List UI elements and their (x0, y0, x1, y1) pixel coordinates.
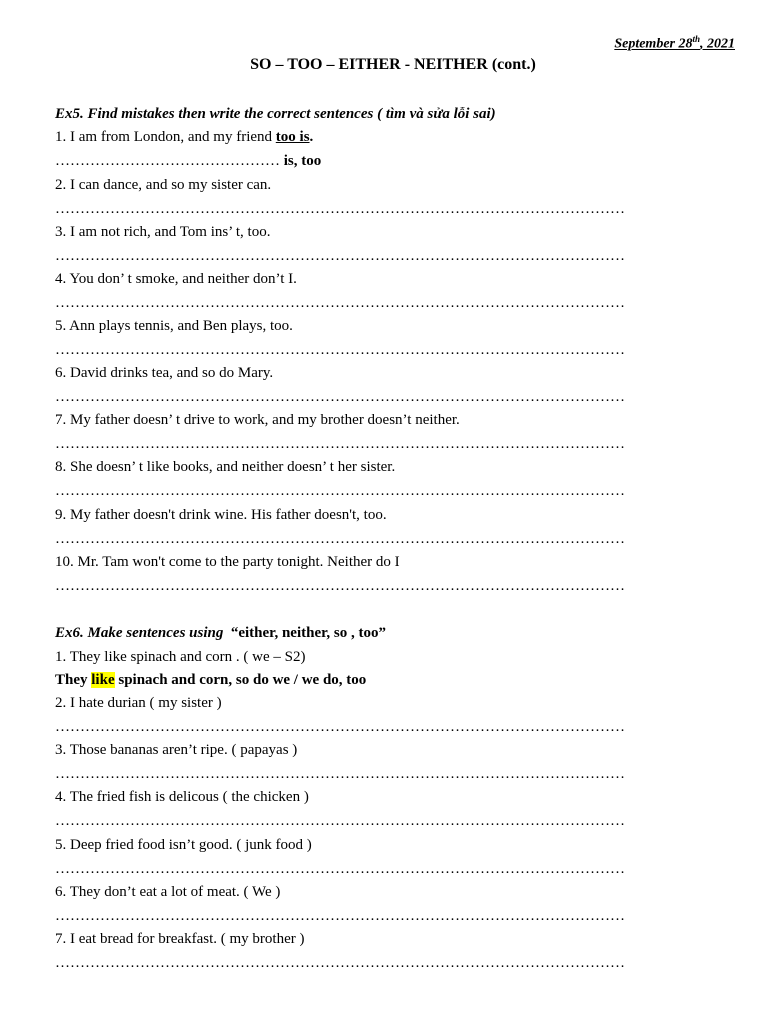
ex5-item-1-text: 1. I am from London, and my friend (55, 129, 276, 145)
ex6-item: 4. The fried fish is delicous ( the chicken ) (55, 789, 309, 805)
answer-line: …………………………………………………………………………………………………… (55, 201, 625, 217)
answer-line: …………………………………………………………………………………………………… (55, 719, 625, 735)
page-title: SO – TOO – EITHER - NEITHER (cont.) (250, 56, 536, 73)
answer-line: …………………………………………………………………………………………………… (55, 766, 625, 782)
ex6-item: 6. They don’t eat a lot of meat. ( We ) (55, 884, 281, 900)
ex5-item: 8. She doesn’ t like books, and neither doesn’ t her sister. (55, 459, 396, 475)
answer-line: …………………………………………………………………………………………………… (55, 389, 625, 405)
answer-line: …………………………………………………………………………………………………… (55, 436, 625, 452)
ex5-item-1-error: too is (275, 129, 310, 145)
ex5-item: 6. David drinks tea, and so do Mary. (55, 365, 274, 381)
ex6-answer-1-rest: spinach and corn, so do we / we do, too (114, 672, 367, 688)
answer-line: …………………………………………………………………………………………………… (55, 248, 625, 264)
highlighted-word: like (91, 672, 115, 688)
date-month-day: September 28 (614, 36, 693, 52)
ex6-item-1: 1. They like spinach and corn . ( we – S2) (55, 649, 306, 665)
answer-line: …………………………………………………………………………………………………… (55, 955, 625, 971)
ex6-answer-1 (55, 670, 366, 690)
ex5-item-1-end: . (309, 129, 314, 145)
ex5-item: 7. My father doesn’ t drive to work, and my brother doesn’t neither. (55, 412, 460, 428)
ex5-heading: Ex5. Find mistakes then write the correct sentences ( tìm và sửa lỗi sai) (55, 106, 496, 122)
ex6-heading (55, 623, 386, 643)
ex6-item: 7. I eat bread for breakfast. ( my brother ) (55, 931, 305, 947)
date-year: , 2021 (700, 36, 735, 52)
ex6-heading-label: Ex6. Make sentences using (55, 625, 224, 641)
answer-line: …………………………………………………………………………………………………… (55, 531, 625, 547)
answer-line: …………………………………………………………………………………………………… (55, 578, 625, 594)
ex5-item: 10. Mr. Tam won't come to the party tonight. Neither do I (55, 554, 400, 570)
ex5-answer-1 (55, 151, 321, 171)
ex6-item: 3. Those bananas aren’t ripe. ( papayas ) (55, 742, 298, 758)
answer-dots: ……………………………………… (55, 153, 284, 169)
ex5-item: 3. I am not rich, and Tom ins’ t, too. (55, 224, 271, 240)
ex5-item: 5. Ann plays tennis, and Ben plays, too. (55, 318, 293, 334)
ex6-item: 5. Deep fried food isn’t good. ( junk food ) (55, 837, 312, 853)
answer-line: …………………………………………………………………………………………………… (55, 908, 625, 924)
answer-line: …………………………………………………………………………………………………… (55, 813, 625, 829)
answer-line: …………………………………………………………………………………………………… (55, 342, 625, 358)
ex5-item: 9. My father doesn't drink wine. His father doesn't, too. (55, 507, 387, 523)
ex5-answer-1-text: is, too (283, 153, 322, 169)
ex6-heading-words: “either, neither, so , too” (230, 625, 386, 641)
date-sup: th (692, 34, 700, 44)
ex6-answer-1-start: They (55, 672, 92, 688)
date (614, 34, 735, 53)
ex5-item-1 (55, 127, 313, 147)
answer-line: …………………………………………………………………………………………………… (55, 861, 625, 877)
answer-line: …………………………………………………………………………………………………… (55, 295, 625, 311)
ex5-item: 2. I can dance, and so my sister can. (55, 177, 272, 193)
ex6-item: 2. I hate durian ( my sister ) (55, 695, 222, 711)
answer-line: …………………………………………………………………………………………………… (55, 483, 625, 499)
ex5-item: 4. You don’ t smoke, and neither don’t I. (55, 271, 297, 287)
